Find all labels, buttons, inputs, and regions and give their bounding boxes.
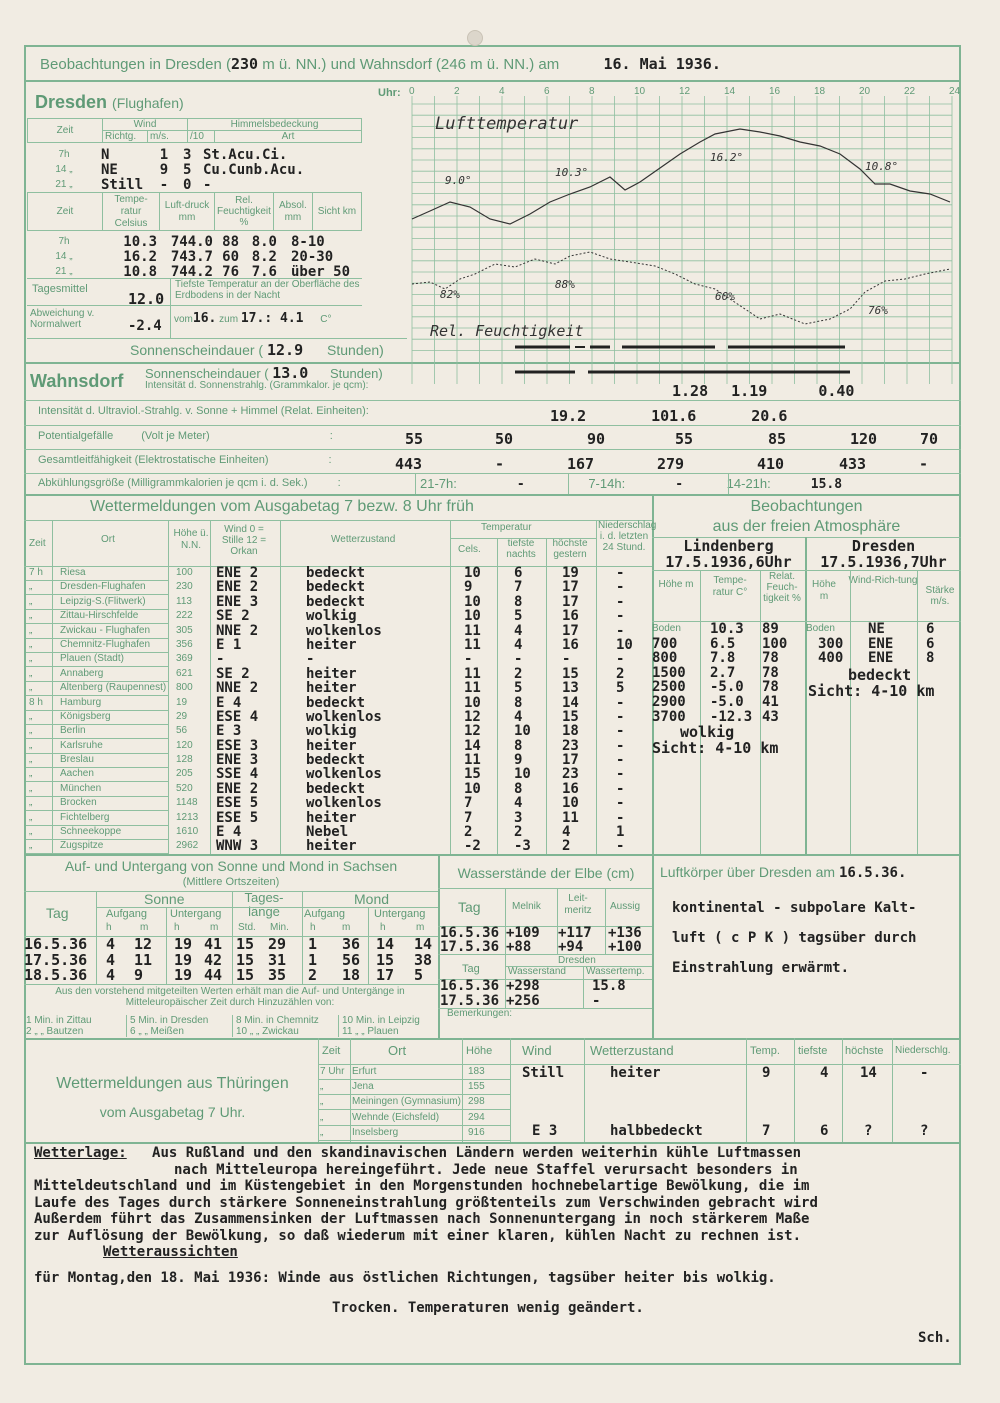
hour-tick-label: 8: [589, 86, 595, 97]
table-row: 8 h Hamburg 19 E 4 bedeckt 10 8 14 -: [26, 696, 652, 710]
intensitaet-label: Intensität d. Sonnenstrahlg. (Grammkalor. je qcm):: [145, 380, 369, 391]
table-row: 17.5.36 +256 -: [440, 992, 601, 1009]
thueringen-row1: Still heiter 9 4 14 -: [522, 1065, 929, 1081]
list-item: 300 ENE 6: [818, 635, 935, 652]
thueringen-rows: [318, 1065, 518, 1141]
hour-tick-label: 4: [499, 86, 505, 97]
hour-tick-label: 10: [634, 86, 646, 97]
signature: Sch.: [918, 1330, 952, 1346]
uv-values: 19.2 101.6 20.6: [550, 407, 788, 425]
dresden-atmo-note: bedeckt Sicht: 4-10 km: [808, 666, 935, 700]
punch-hole: [467, 30, 483, 46]
hour-tick-label: 0: [409, 86, 415, 97]
graph-title-feucht: Rel. Feuchtigkeit: [430, 322, 584, 340]
leit-values: 443 - 167 279 410 433 -: [395, 455, 929, 473]
luft-title: Luftkörper über Dresden am 16.5.36.: [660, 864, 907, 881]
wetterlage: Wetterlage: Aus Rußland und den skandinavischen Ländern werden weiterhin kühle Luftmassen nach Mitteleuropa hereingeführt. Jede neue Staffel verursacht besonders in Mitteldeutschland und im Küstengebiet in den Morgenstunden hochnebelartige Bewölkung, die im Laufe des Tages durch stärkere Sonneneinstrahlung größtenteils zum Verschwinden gebracht wird Außerdem führt das Zusammensinken der Luftmassen nach Sonnenuntergang in noch stärkerem Maße zur Auflösung der Bewölkung, so daß wiederum mit einer klaren, kühlen Nacht zu rechnen ist.: [34, 1145, 818, 1244]
lindenberg-rows: [652, 622, 805, 724]
table-row: „ Chemnitz-Flughafen 356 E 1 heiter 11 4 16 10: [26, 638, 652, 652]
table-row: „ Inselsberg 916: [318, 1126, 518, 1141]
aussichten-title: Wetteraussichten: [103, 1244, 238, 1260]
graph-title-temp: Lufttemperatur: [435, 114, 579, 134]
list-item: 2900 -5.0 41: [652, 693, 779, 710]
hum-label-7h: 82%: [440, 288, 460, 301]
sun-header: Tag Sonne Tages-länge Mond Aufgang Untergang Aufgang Untergang h m h m Std. Min. h m h m: [46, 890, 426, 933]
dresden-atmo-head: Dresden 17.5.1936,7Uhr: [820, 537, 947, 571]
elbe-title: Wasserstände der Elbe (cm): [457, 865, 635, 881]
table-row: 16.5.36 +298 15.8: [440, 978, 626, 994]
table-row: „ Leipzig-S.(Flitwerk) 113 ENE 3 bedeckt 10 8 17 -: [26, 595, 652, 609]
hour-tick-label: 18: [814, 86, 826, 97]
elbe-header: Tag Melnik Leit-meritz Aussig: [458, 893, 641, 916]
table-row: „ Brocken 1148 ESE 5 wolkenlos 7 4 10 -: [26, 796, 652, 810]
page-title: Beobachtungen in Dresden (230 m ü. NN.) und Wahnsdorf (246 m ü. NN.) am 16. Mai 1936.: [40, 55, 721, 73]
list-item: 2500 -5.0 78: [652, 679, 779, 696]
sun-note: Aus den vorstehend mitgeteilten Werten erhält man die Auf- und Untergänge in Mitteleuropäischer Zeit durch Hinzuzählen von:: [55, 986, 405, 1008]
hour-tick-label: 2: [454, 86, 460, 97]
table-row: „ Fichtelberg 1213 ESE 5 heiter 7 3 11 -: [26, 811, 652, 825]
wetter-title: Wettermeldungen vom Ausgabetag 7 bezw. 8 Uhr früh: [90, 498, 474, 515]
leit-label: Gesamtleitfähigkeit (Elektrostatische Einheiten) :: [38, 454, 332, 466]
sun-rows: [24, 937, 438, 984]
table-row: „ Annaberg 621 SE 2 heiter 11 2 15 2: [26, 667, 652, 681]
hum-label-21h: 76%: [868, 304, 888, 317]
table-row: „ Breslau 128 ENE 3 bedeckt 11 9 17 -: [26, 753, 652, 767]
tagesmittel-label: Tagesmittel: [32, 283, 88, 295]
table-row: „ Wehnde (Eichsfeld) 294: [318, 1111, 518, 1126]
tagesmittel-value: 12.0: [128, 290, 165, 308]
tiefste-label: Tiefste Temperatur an der Oberfläche des Erdbodens in der Nacht: [175, 279, 360, 301]
elbe-dresden-header: Tag Dresden Wasserstand Wassertemp.: [462, 955, 645, 977]
list-item: 700 6.5 100: [652, 635, 788, 652]
abk-values: 21-7h: - 7-14h: - 14-21h: 15.8: [420, 476, 843, 492]
dresden-heading: Dresden (Flughafen): [35, 92, 184, 112]
sonnenschein-dresden: Sonnenscheindauer ( 12.9 Stunden): [130, 341, 384, 359]
temp-label-14h: 16.2°: [710, 151, 744, 164]
list-item: Boden NE 6: [806, 621, 935, 637]
luft-text: kontinental - subpolare Kalt- luft ( c P K ) tagsüber durch Einstrahlung erwärmt.: [672, 900, 917, 976]
lindenberg-note: wolkig Sicht: 4-10 km: [652, 723, 779, 757]
table-row: 7 Uhr Erfurt 183: [318, 1065, 518, 1080]
table-row: „ Zugspitze 2962 WNW 3 heiter -2 -3 2 -: [26, 839, 652, 853]
table-row: „ Schneekoppe 1610 E 4 Nebel 2 2 4 1: [26, 825, 652, 839]
dresden-atmo-rows: [806, 622, 961, 666]
dresden-wind-table: Zeit Wind Himmelsbedeckung Richtg. m/s. /10 Art: [27, 118, 362, 143]
table-row: „ Königsberg 29 ESE 4 wolkenlos 12 4 15 -: [26, 710, 652, 724]
table-row: 18.5.36 4 9 19 44 15 35 2 18 17 5: [24, 966, 424, 984]
table-row: „ Karlsruhe 120 ESE 3 heiter 14 8 23 -: [26, 739, 652, 753]
table-row: 17.5.36 +88 +94 +100: [440, 939, 642, 955]
temp-label-21h: 10.8°: [865, 160, 899, 173]
table-row: „ Meiningen (Gymnasium) 298: [318, 1095, 518, 1110]
hour-tick-label: 12: [679, 86, 691, 97]
table-row: „ Jena 155: [318, 1080, 518, 1095]
potential-values: 55 50 90 55 85 120 70: [405, 430, 939, 448]
abweichung-label: Abweichung v. Normalwert: [30, 308, 95, 330]
elbe-bem: Bemerkungen:: [447, 1008, 513, 1019]
atmo-subheader: Höhe m Tempe-ratur C° Relat. Feuch-tigkeit % Höhe m Wind-Rich-tung Stärke m/s.: [658, 571, 955, 607]
thueringen-title: Wettermeldungen aus Thüringen vom Ausgabetag 7 Uhr.: [56, 1075, 289, 1120]
aussichten-line2: Trocken. Temperaturen wenig geändert.: [332, 1300, 644, 1316]
atmo-title: Beobachtungen aus der freien Atmosphäre: [712, 498, 901, 535]
graph-uhr-label: Uhr:: [378, 87, 401, 99]
table-row: „ Zwickau - Flughafen 305 NNE 2 wolkenlos 11 4 17 -: [26, 624, 652, 638]
table-row: „ Zittau-Hirschfelde 222 SE 2 wolkig 10 5 16 -: [26, 609, 652, 623]
elbe-dresden-rows: [440, 979, 652, 1008]
intensitaet-values: 1.28 1.19 0.40: [672, 382, 855, 400]
dresden-wind-rows: 7h N 1 3 St.Acu.Ci. 14 „ NE 9 5 Cu.Cunb.Acu. 21 „ Still - 0 -: [55, 146, 305, 193]
table-row: „ Plauen (Stadt) 369 - - - - - -: [26, 652, 652, 666]
list-item: 1500 2.7 78: [652, 664, 779, 681]
wetter-header: Zeit Ort Höhe ü. N.N. Wind 0 = Stille 12 = Orkan Wetterzustand Temperatur Cels. tiefste nachts höchste gestern Niederschlag i. d. letzten 24 Stund.: [29, 520, 657, 560]
uv-label: Intensität d. Ultraviol.-Strahlg. v. Sonne + Himmel (Relat. Einheiten):: [38, 405, 369, 417]
wahnsdorf-heading: Wahnsdorf: [30, 371, 124, 391]
table-row: 16.5.36 +109 +117 +136: [440, 925, 642, 941]
elbe-rows: [440, 926, 652, 954]
table-row: 17.5.36 4 11 19 42 15 31 1 56 15 38: [24, 950, 433, 969]
dresden-measure-header: Zeit Tempe-ratur Celsius Luft-druck mm Rel. Feuchtigkeit % Absol. mm Sicht km: [27, 192, 362, 231]
hour-tick-label: 6: [544, 86, 550, 97]
temp-label-14h-a: 10.3°: [555, 166, 589, 179]
hour-tick-label: 14: [724, 86, 736, 97]
list-item: 400 ENE 8: [818, 650, 935, 667]
temperature-curve: [412, 129, 950, 224]
thueringen-row2: E 3 halbbedeckt 7 6 ? ?: [532, 1123, 929, 1139]
dresden-measure-rows: 7h 10.3 744.0 88 8.0 8-10 14 „ 16.2 743.7 60 8.2 20-30 21 „ 10.8 744.2 76 7.6 über 50: [55, 233, 351, 280]
hour-tick-label: 16: [769, 86, 781, 97]
temp-label-7h: 9.0°: [445, 174, 472, 187]
list-item: 3700 -12.3 43: [652, 708, 779, 725]
abk-label: Abkühlungsgröße (Milligrammkalorien je qcm i. d. Sek.) :: [38, 477, 341, 489]
hum-label-14h: 60%: [715, 290, 735, 303]
sun-corrections: 1 Min. in Zittau 2 „ „ Bautzen 5 Min. in Dresden 6 „ „ Meißen 8 Min. in Chemnitz 10 „ „ Zwickau 10 Min. in Leipzig 11 „ „ Plauen: [26, 1015, 420, 1037]
abweichung-value: -2.4: [128, 318, 162, 334]
hour-tick-label: 24: [949, 86, 961, 97]
hum-label-a: 88%: [555, 278, 575, 291]
lindenberg-head: Lindenberg 17.5.1936,6Uhr: [665, 537, 792, 571]
table-row: 7 h Riesa 100 ENE 2 bedeckt 10 6 19 -: [26, 566, 652, 580]
table-row: „ Aachen 205 SSE 4 wolkenlos 15 10 23 -: [26, 767, 652, 781]
temperature-humidity-graph: [409, 84, 961, 400]
potential-label: Potentialgefälle (Volt je Meter) :: [38, 430, 333, 442]
wetter-rows: [26, 566, 652, 854]
hour-tick-label: 22: [904, 86, 916, 97]
sonnenschein-wahnsdorf: Sonnenscheindauer ( 13.0 Stunden): [145, 364, 383, 382]
table-row: „ Dresden-Flughafen 230 ENE 2 bedeckt 9 7 17 -: [26, 580, 652, 594]
table-row: „ München 520 ENE 2 bedeckt 10 8 16 -: [26, 782, 652, 796]
table-row: „ Altenberg (Raupennest) 800 NNE 2 heiter 11 5 13 5: [26, 681, 652, 695]
list-item: 800 7.8 78: [652, 650, 779, 667]
list-item: Boden 10.3 89: [652, 621, 779, 637]
thueringen-header: Zeit Ort Höhe Wind Wetterzustand Temp. tiefste höchste Niederschlg.: [322, 1043, 951, 1058]
sun-title: Auf- und Untergang von Sonne und Mond in Sachsen (Mittlere Ortszeiten): [64, 858, 398, 888]
tiefste-date: vom16. zum 17.: 4.1 C°: [174, 311, 332, 326]
table-row: 16.5.36 4 12 19 41 15 29 1 36 14 14: [24, 935, 433, 953]
hour-tick-label: 20: [859, 86, 871, 97]
aussichten-line1: für Montag,den 18. Mai 1936: Winde aus östlichen Richtungen, tagsüber heiter bis wolkig.: [34, 1270, 776, 1286]
table-row: „ Berlin 56 E 3 wolkig 12 10 18 -: [26, 724, 652, 738]
